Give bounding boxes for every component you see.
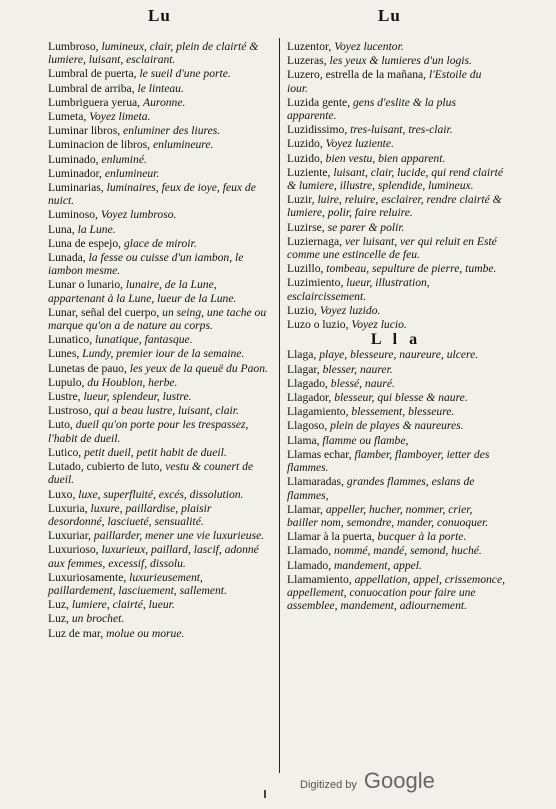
dictionary-entry xyxy=(48,124,270,137)
entry-gloss: petit dueil, petit habit de dueil. xyxy=(84,445,227,459)
dictionary-entry xyxy=(48,333,270,346)
entry-gloss: flamber, flamboyer, ietter des flammes. xyxy=(287,447,490,475)
entry-headword: Luxuria, xyxy=(48,501,88,515)
entry-headword: Llaga, xyxy=(287,348,317,362)
entry-gloss: enluminé. xyxy=(101,152,147,166)
dictionary-entry xyxy=(287,377,505,390)
entry-gloss: glace de miroir. xyxy=(123,236,197,250)
entry-gloss: qui a beau lustre, luisant, clair. xyxy=(94,404,239,418)
entry-headword: Lunada, xyxy=(48,251,86,265)
running-head-right: Lu xyxy=(378,6,401,25)
entry-headword: Luziernaga, xyxy=(287,234,343,248)
entry-headword: Luziente, xyxy=(287,165,331,179)
dictionary-entry xyxy=(48,223,270,236)
column-divider xyxy=(279,38,280,773)
dictionary-entry xyxy=(287,166,505,192)
dictionary-entry xyxy=(287,391,505,404)
dictionary-entry xyxy=(287,304,505,317)
entry-gloss: enlumineur. xyxy=(104,166,160,180)
entry-gloss: Voyez lumbroso. xyxy=(100,208,177,222)
dictionary-entry xyxy=(48,278,270,304)
entry-gloss: blessement, blesseure. xyxy=(351,405,455,419)
dictionary-entry xyxy=(287,221,505,234)
dictionary-entry xyxy=(287,348,505,361)
dictionary-entry xyxy=(287,475,505,501)
dictionary-entry xyxy=(48,502,270,528)
dictionary-entry xyxy=(287,434,505,447)
entry-gloss: blesseur, qui blesse & naure. xyxy=(334,391,468,405)
entry-headword: Luna de espejo, xyxy=(48,236,122,250)
dictionary-entry xyxy=(287,193,505,219)
dictionary-entry xyxy=(287,96,505,122)
entry-headword: Luzero, estrella de la mañana, xyxy=(287,68,427,82)
dictionary-entry xyxy=(287,419,505,432)
entry-headword: Llagado, xyxy=(287,376,328,390)
entry-gloss: bucquer à la porte. xyxy=(377,530,467,544)
entry-gloss: bien vestu, bien apparent. xyxy=(325,151,446,165)
dictionary-entry xyxy=(48,404,270,417)
digitized-footer xyxy=(300,768,435,794)
entry-headword: Llamado, xyxy=(287,558,332,572)
dictionary-entry xyxy=(287,448,505,474)
dictionary-entry xyxy=(48,153,270,166)
right-column xyxy=(287,40,505,613)
entry-headword: Luna, xyxy=(48,222,75,236)
dictionary-entry xyxy=(48,208,270,221)
entry-headword: Llamas echar, xyxy=(287,447,352,461)
entry-gloss: lueur, illustration, esclaircissement. xyxy=(287,276,430,303)
entry-gloss: appellation, appel, crissemonce, appellement, conuocation pour faire une assemblee, mandement, adiournement. xyxy=(287,572,505,613)
entry-gloss: Auronne. xyxy=(142,95,186,109)
dictionary-entry xyxy=(48,460,270,486)
dictionary-entry xyxy=(48,251,270,277)
entry-gloss: les yeux de la queuë du Paon. xyxy=(129,361,268,375)
entry-headword: Luminoso, xyxy=(48,208,98,222)
entry-headword: Luzido, xyxy=(287,137,323,151)
dictionary-entry xyxy=(48,347,270,360)
entry-headword: Llamar, xyxy=(287,502,323,516)
entry-headword: Lupulo, xyxy=(48,375,85,389)
dictionary-entry xyxy=(287,123,505,136)
entry-gloss: Voyez lucentor. xyxy=(334,40,404,53)
entry-gloss: flamme ou flambe, xyxy=(322,433,409,447)
dictionary-entry xyxy=(48,627,270,640)
dictionary-entry xyxy=(48,67,270,80)
entry-gloss: un brochet. xyxy=(71,612,125,626)
entry-headword: Llagador, xyxy=(287,391,332,405)
dictionary-entry xyxy=(287,40,505,53)
entry-headword: Lustre, xyxy=(48,390,81,404)
dictionary-entry xyxy=(48,418,270,444)
entry-gloss: tombeau, sepulture de pierre, tumbe. xyxy=(326,262,497,276)
entry-gloss: luxurieusement, paillardement, lasciuement, sallement. xyxy=(48,570,227,597)
entry-headword: Luzirse, xyxy=(287,220,325,234)
entry-headword: Llamado, xyxy=(287,544,332,558)
entry-gloss: luire, reluire, esclairer, rendre clairté & lumiere, polir, faire reluire. xyxy=(287,193,502,220)
entry-headword: Lunar, señal del cuerpo, xyxy=(48,305,160,319)
entry-gloss: luisant, clair, lucide, qui rend clairté & lumiere, illustre, splendide, lumineux. xyxy=(287,165,503,193)
dictionary-entry xyxy=(287,530,505,543)
dictionary-entry xyxy=(287,559,505,572)
entry-headword: Lutico, xyxy=(48,445,82,459)
entry-headword: Llamar à la puerta, xyxy=(287,530,375,544)
entry-gloss: Voyez lucio. xyxy=(351,318,407,332)
dictionary-entry xyxy=(48,598,270,611)
entry-headword: Lumeta, xyxy=(48,110,87,124)
dictionary-entry xyxy=(287,276,505,302)
dictionary-entry xyxy=(48,167,270,180)
entry-gloss: lumiere, clairté, lueur. xyxy=(71,598,175,612)
entry-gloss: la fesse ou cuisse d'un iambon, le iambon mesme. xyxy=(48,251,244,278)
entry-headword: Luto, xyxy=(48,418,73,432)
entry-headword: Llama, xyxy=(287,433,320,447)
entry-gloss: luminaires, feux de ioye, feux de nuict. xyxy=(48,181,256,208)
entry-headword: Luzidissimo, xyxy=(287,123,348,137)
left-column xyxy=(48,40,270,641)
entry-headword: Luz, xyxy=(48,612,69,626)
entry-headword: Luz de mar, xyxy=(48,626,104,640)
dictionary-entry xyxy=(287,262,505,275)
entry-headword: Luzir, xyxy=(287,193,315,207)
entry-headword: Luminacion de libros, xyxy=(48,138,151,152)
entry-gloss: enlumineure. xyxy=(152,138,214,152)
entry-gloss: luxure, paillardise, plaisir desordonné, lasciueté, sensualité. xyxy=(48,501,212,528)
dictionary-entry xyxy=(287,405,505,418)
dictionary-entry xyxy=(48,612,270,625)
dictionary-entry xyxy=(48,529,270,542)
dictionary-entry xyxy=(48,181,270,207)
entry-gloss: lueur, splendeur, lustre. xyxy=(83,390,192,404)
entry-gloss: gens d'eslite & la plus apparente. xyxy=(287,95,456,123)
entry-headword: Luzentor, xyxy=(287,40,332,53)
dictionary-entry xyxy=(287,318,505,331)
dictionary-entry xyxy=(287,54,505,67)
entry-gloss: vestu & counert de dueil. xyxy=(48,460,254,487)
entry-gloss: Voyez luzido. xyxy=(319,303,381,317)
dictionary-entry xyxy=(48,110,270,123)
dictionary-entry xyxy=(48,237,270,250)
entry-gloss: playe, blesseure, naureure, ulcere. xyxy=(319,348,479,362)
dictionary-entry xyxy=(287,544,505,557)
entry-gloss: Voyez luziente. xyxy=(325,137,394,151)
dictionary-entry xyxy=(287,137,505,150)
dictionary-entry xyxy=(287,68,505,94)
dictionary-entry xyxy=(48,96,270,109)
entry-headword: Llamamiento, xyxy=(287,572,352,586)
entry-gloss: luxe, superfluité, excés, dissolution. xyxy=(78,487,244,501)
entry-gloss: blesser, naurer. xyxy=(322,362,393,376)
entry-headword: Llagamiento, xyxy=(287,405,349,419)
entry-gloss: Lundy, premier iour de la semaine. xyxy=(82,347,245,361)
entry-gloss: grandes flammes, eslans de flammes, xyxy=(287,475,475,502)
entry-gloss: lumineux, clair, plein de clairté & lumiere, luisant, esclairant. xyxy=(48,40,259,67)
entry-gloss: un seing, une tache ou marque qu'on a de nature au corps. xyxy=(48,305,267,333)
dictionary-entry xyxy=(48,306,270,332)
entry-headword: Luxuriosamente, xyxy=(48,570,127,584)
dictionary-entry xyxy=(48,82,270,95)
entry-headword: Lunes, xyxy=(48,347,80,361)
dictionary-entry xyxy=(48,362,270,375)
entry-gloss: nommé, mandé, semond, huché. xyxy=(334,544,482,558)
entry-headword: Llagoso, xyxy=(287,419,328,433)
entry-headword: Lutado, cubierto de luto, xyxy=(48,460,163,474)
section-heading: L l a xyxy=(370,331,422,349)
dictionary-entry xyxy=(287,363,505,376)
entry-headword: Luminar libros, xyxy=(48,124,121,138)
entry-headword: Lunar o lunario, xyxy=(48,278,124,292)
entry-headword: Lumbroso, xyxy=(48,40,99,53)
entry-gloss: blessé, nauré. xyxy=(330,376,395,390)
entry-headword: Lunetas de pauo, xyxy=(48,361,127,375)
entry-gloss: appeller, hucher, nommer, crier, bailler nom, semondre, mander, conuoquer. xyxy=(287,502,489,529)
entry-gloss: luxurieux, paillard, lascif, adonné aux femmes, excessif, dissolu. xyxy=(48,543,259,570)
entry-gloss: paillarder, mener une vie luxurieuse. xyxy=(93,529,265,543)
entry-headword: Luzida gente, xyxy=(287,95,351,109)
entry-headword: Llamaradas, xyxy=(287,475,344,489)
entry-headword: Luzeras, xyxy=(287,54,327,68)
entry-headword: Lumbral de puerta, xyxy=(48,67,137,81)
entry-gloss: les yeux & lumieres d'un logis. xyxy=(329,54,472,68)
entry-headword: Luxurioso, xyxy=(48,543,99,557)
entry-headword: Luzo o luzio, xyxy=(287,318,349,332)
dictionary-entry xyxy=(48,138,270,151)
dictionary-entry xyxy=(48,376,270,389)
running-head-left: Lu xyxy=(148,6,171,25)
dictionary-entry xyxy=(287,573,505,613)
entry-gloss: le sueil d'une porte. xyxy=(139,67,231,81)
entry-headword: Luxuriar, xyxy=(48,529,91,543)
entry-gloss: Voyez limeta. xyxy=(89,110,151,124)
entry-headword: Luz, xyxy=(48,598,69,612)
google-logo: Google xyxy=(363,768,435,793)
dictionary-entry xyxy=(287,235,505,261)
entry-headword: Lumbral de arriba, xyxy=(48,81,135,95)
entry-gloss: se parer & polir. xyxy=(327,220,405,234)
entry-headword: Luzimiento, xyxy=(287,276,344,290)
entry-gloss: l'Estoile du iour. xyxy=(287,68,482,95)
dictionary-entry xyxy=(48,488,270,501)
entry-headword: Lunatico, xyxy=(48,333,93,347)
entry-gloss: tres-luisant, tres-clair. xyxy=(350,123,453,137)
page-mark xyxy=(264,790,266,798)
dictionary-entry xyxy=(287,503,505,529)
entry-headword: Lumbriguera yerua, xyxy=(48,95,141,109)
dictionary-entry xyxy=(48,390,270,403)
entry-headword: Lustroso, xyxy=(48,404,92,418)
dictionary-entry xyxy=(48,40,270,66)
entry-headword: Luminado, xyxy=(48,152,99,166)
entry-gloss: plein de playes & naureures. xyxy=(330,419,464,433)
entry-headword: Luxo, xyxy=(48,487,76,501)
entry-gloss: le linteau. xyxy=(137,81,184,95)
entry-headword: Luminarias, xyxy=(48,181,104,195)
dictionary-entry xyxy=(48,571,270,597)
entry-headword: Llagar, xyxy=(287,362,320,376)
entry-gloss: molue ou morue. xyxy=(106,626,185,640)
entry-gloss: mandement, appel. xyxy=(334,558,422,572)
entry-headword: Luzido, xyxy=(287,151,323,165)
entry-gloss: du Houblon, herbe. xyxy=(87,375,178,389)
entry-gloss: la Lune. xyxy=(77,222,116,236)
entry-headword: Luzio, xyxy=(287,303,317,317)
entry-gloss: dueil qu'on porte pour les trespassez, l'habit de dueil. xyxy=(48,418,249,445)
entry-gloss: lunaire, de la Lune, appartenant à la Lune, lueur de la Lune. xyxy=(48,278,237,305)
dictionary-entry xyxy=(48,446,270,459)
entry-gloss: ver luisant, ver qui reluit en Esté comme une estincelle de feu. xyxy=(287,234,497,262)
entry-gloss: lunatique, fantasque. xyxy=(95,333,193,347)
dictionary-entry xyxy=(287,152,505,165)
dictionary-entry xyxy=(48,543,270,569)
digitized-label: Digitized by xyxy=(300,779,357,791)
entry-headword: Luminador, xyxy=(48,166,102,180)
entry-gloss: enluminer des liures. xyxy=(123,124,221,138)
entry-headword: Luzillo, xyxy=(287,262,324,276)
